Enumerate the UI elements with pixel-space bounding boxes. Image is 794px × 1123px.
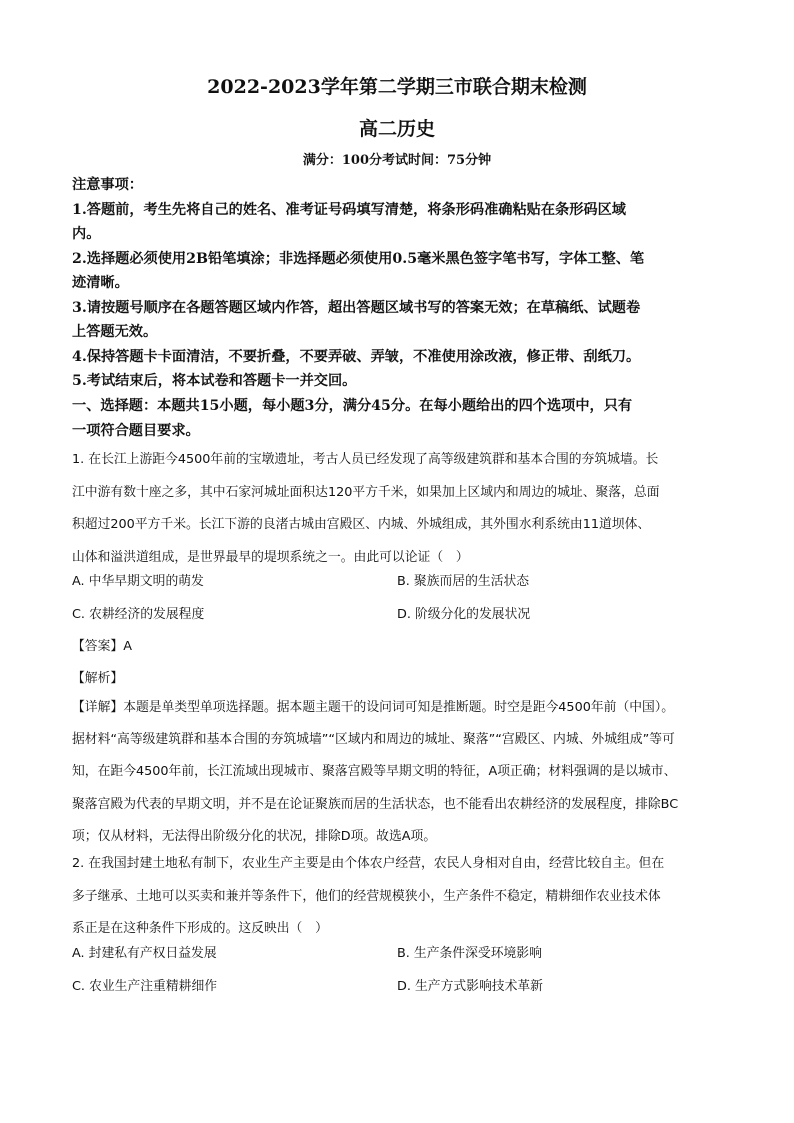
option-b: B. 聚族而居的生活状态	[397, 574, 530, 589]
option-b: B. 生产条件深受环境影响	[397, 946, 542, 961]
detail-line: 聚落宫殿为代表的早期文明，并不是在论证聚族而居的生活状态，也不能看出农耕经济的发展程度，排除BC	[72, 796, 679, 812]
notes-block	[72, 173, 732, 394]
notes-line: 内。	[72, 226, 101, 242]
question-line: 山体和溢洪道组成，是世界最早的堤坝系统之一。由此可以论证（ ）	[72, 549, 469, 565]
analysis-label: 【解析】	[72, 671, 124, 686]
answer-label: 【答案】A	[72, 639, 132, 654]
option-d: D. 生产方式影响技术革新	[397, 978, 543, 994]
option-a: A. 中华早期文明的萌发	[72, 574, 204, 589]
detail-line: 项；仅从材料，无法得出阶级分化的状况，排除D项。故选A项。	[72, 828, 437, 844]
notes-line: 上答题无效。	[72, 324, 158, 340]
notes-line: 2.选择题必须使用2B铅笔填涂；非选择题必须使用0.5毫米黑色签字笔书写，字体工整、笔	[72, 250, 645, 267]
section-heading-line: 一项符合题目要求。	[72, 423, 200, 439]
question-line: 积超过200平方千米。长江下游的良渚古城由宫殿区、内城、外城组成，其外围水利系统由11道坝体、	[72, 517, 651, 532]
notes-line: 1.答题前，考生先将自己的姓名、准考证号码填写清楚，将条形码准确粘贴在条形码区域	[72, 201, 626, 218]
option-a: A. 封建私有产权日益发展	[72, 946, 217, 961]
section-heading	[72, 394, 732, 444]
question-1-detail	[72, 692, 732, 853]
question-1-options	[72, 566, 732, 631]
question-line: 多子继承、土地可以买卖和兼并等条件下，他们的经营规模狭小，生产条件不稳定，精耕细作农业技术体	[72, 888, 661, 904]
notes-heading: 注意事项：	[72, 177, 143, 193]
option-c: C. 农耕经济的发展程度	[72, 606, 205, 622]
question-line: 系正是在这种条件下形成的。这反映出（ ）	[72, 921, 328, 936]
question-1-stem	[72, 444, 732, 574]
question-line: 2. 在我国封建土地私有制下，农业生产主要是由个体农户经营，农民人身相对自由，经营比较自主。但在	[72, 856, 665, 871]
detail-line: 【详解】本题是单类型单项选择题。据本题主题干的设问词可知是推断题。时空是距今4500年前（中国）。	[72, 700, 675, 715]
notes-line: 3.请按题号顺序在各题答题区域内作答，超出答题区域书写的答案无效；在草稿纸、试题卷	[72, 299, 641, 316]
notes-line: 5.考试结束后，将本试卷和答题卡一并交回。	[72, 373, 357, 389]
question-line: 1. 在长江上游距今4500年前的宝墩遗址，考古人员已经发现了高等级建筑群和基本合围的夯筑城墙。长	[72, 452, 659, 467]
score-time-line: 满分：100分考试时间：75分钟	[302, 153, 492, 168]
option-d: D. 阶级分化的发展状况	[397, 606, 531, 622]
question-2-stem	[72, 848, 732, 946]
detail-line: 据材料“高等级建筑群和基本合围的夯筑城墙”“区域内和周边的城址、聚落”“宫殿区、内城、外城组成”等可	[72, 732, 675, 748]
subject-title: 高二历史	[358, 118, 435, 140]
notes-line: 迹清晰。	[72, 275, 129, 291]
notes-line: 4.保持答题卡卡面清洁，不要折叠，不要弄破、弄皱，不准使用涂改液，修正带、刮纸刀。	[72, 348, 641, 365]
section-heading-line: 一、选择题：本题共15小题，每小题3分，满分45分。在每小题给出的四个选项中，只有	[72, 398, 633, 414]
question-2-options	[72, 938, 732, 1003]
option-c: C. 农业生产注重精耕细作	[72, 978, 218, 994]
question-line: 江中游有数十座之多，其中石家河城址面积达120平方千米，如果加上区域内和周边的城址、聚落，总面	[72, 484, 660, 500]
exam-title: 2022-2023学年第二学期三市联合期末检测	[207, 76, 587, 98]
detail-line: 知，在距今4500年前，长江流域出现城市、聚落宫殿等早期文明的特征，A项正确；材料强调的是以城市、	[72, 764, 677, 780]
